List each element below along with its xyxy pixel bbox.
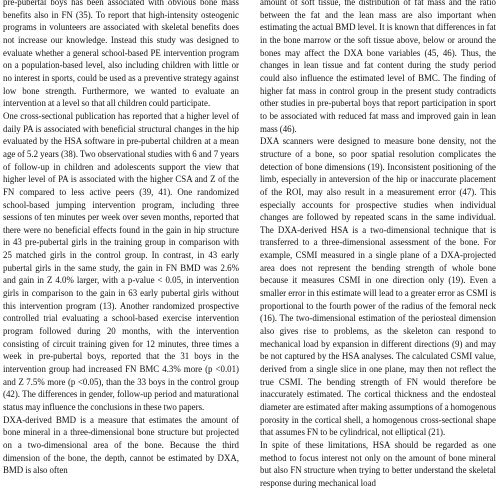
paragraph: amount of soft tissue, the distribution of fat mass and the ratio between the fat and the lean mass are also important when estimating the actual BMD level. It is known that differences in fat in the bone marrow or the soft tissue above, below or around the bones may affect the DXA bone variables (45, 46). Thus, the changes in lean tissue and fat content during the study period could also influence the estimated level of BMC. The finding of higher fat mass in control group in the present study contradicts other studies in pre-pubertal boys that report participation in sport to be associated with reduced fat mass and improved gain in lean mass (46). [260,0,496,134]
left-text-column [3,0,239,477]
right-text-column [260,0,496,490]
paragraph: DXA-derived BMD is a measure that estimates the amount of bone mineral in a three-dimensional bone structure but projected on a two-dimensional area of the bone. Because the third dimension of the bone, the depth, cannot be estimated by DXA, BMD is also often [3,414,239,476]
paragraph: In spite of these limitations, HSA should be regarded as one method to focus interest not only on the amount of bone mineral but also FN structure when trying to better understand the skeletal response during mechanical load [260,439,496,488]
paragraph: pre-pubertal boys has been associated with obvious bone mass benefits also in FN (35). To report that high-intensity osteogenic programs in volunteers are associated with skeletal benefits does not increase our knowledge. Instead this study was designed to evaluate whether a general school-based PE intervention program on a population-based level, also including children with little or no interest in sports, could be used as a preventive strategy against low bone strength. Furthermore, we wanted to evaluate an intervention at a level so that all children could participate. [3,0,239,109]
paragraph: DXA scanners were designed to measure bone density, not the structure of a bone, so poor spatial resolution complicates the detection of bone dimensions (19). Inconsistent positioning of the limb, especially in anteversion of the hip or inaccurate placement of the ROI, may also result in a measurement error (47). This especially accounts for prospective studies when individual changes are followed by repeated scans in the same individual. The DXA-derived HSA is a two-dimensional technique that is transferred to a three-dimensional assessment of the bone. For example, CSMI measured in a single plane of a DXA-projected area does not represent the bending strength of whole bone because it measures CSMI in one direction only (19). Even a smaller error in this estimate will lead to a greater error as CSMI is proportional to the fourth power of the radius of the femoral neck (16). The two-dimensional estimation of the periosteal dimension also gives rise to problems, as the skeleton can respond to mechanical load by expansion in different directions (9) and may be not captured by the HSA analyses. The calculated CSMI value, derived from a single slice in one plane, may then not reflect the true CSMI. The bending strength of FN would therefore be inaccurately estimated. The cortical thickness and the endosteal diameter are estimated after making assumptions of a homogenous porosity in the cortical shell, a homogenous cross-sectional shape that assumes FN to be cylindrical, not elliptical (21). [260,136,496,438]
paragraph: One cross-sectional publication has reported that a higher level of daily PA is associated with beneficial structural changes in the hip evaluated by the HSA software in pre-pubertal children at a mean age of 5.2 years (38). Two observational studies with 6 and 7 years of follow-up in children and adolescents support the view that higher level of PA is associated with the higher CSA and Z of the FN compared to less active peers (39, 41). One randomized school-based jumping intervention program, including three sessions of ten minutes per week over seven months, reported that there were no beneficial effects found in the gain in hip structure in 43 pre-pubertal girls in the training group in comparison with 25 matched girls in the control group. In contrast, in 43 early pubertal girls in the same study, the gain in FN BMD was 2.6% and gain in Z 4.0% larger, with a p-value < 0.05, in intervention girls in comparison to the gain in 63 early pubertal girls without this intervention program (13). Another randomized prospective controlled trial evaluating a school-based exercise intervention program followed during 20 months, with the intervention consisting of circuit training given for 12 minutes, three times a week in pre-pubertal boys, reported that the 31 boys in the intervention group had increased FN BMC 4.3% more (p <0.01) and Z 7.5% more (p <0.05), than the 33 boys in the control group (42). The differences in gender, follow-up period and maturational status may influence the conclusions in these two papers. [3,110,239,412]
